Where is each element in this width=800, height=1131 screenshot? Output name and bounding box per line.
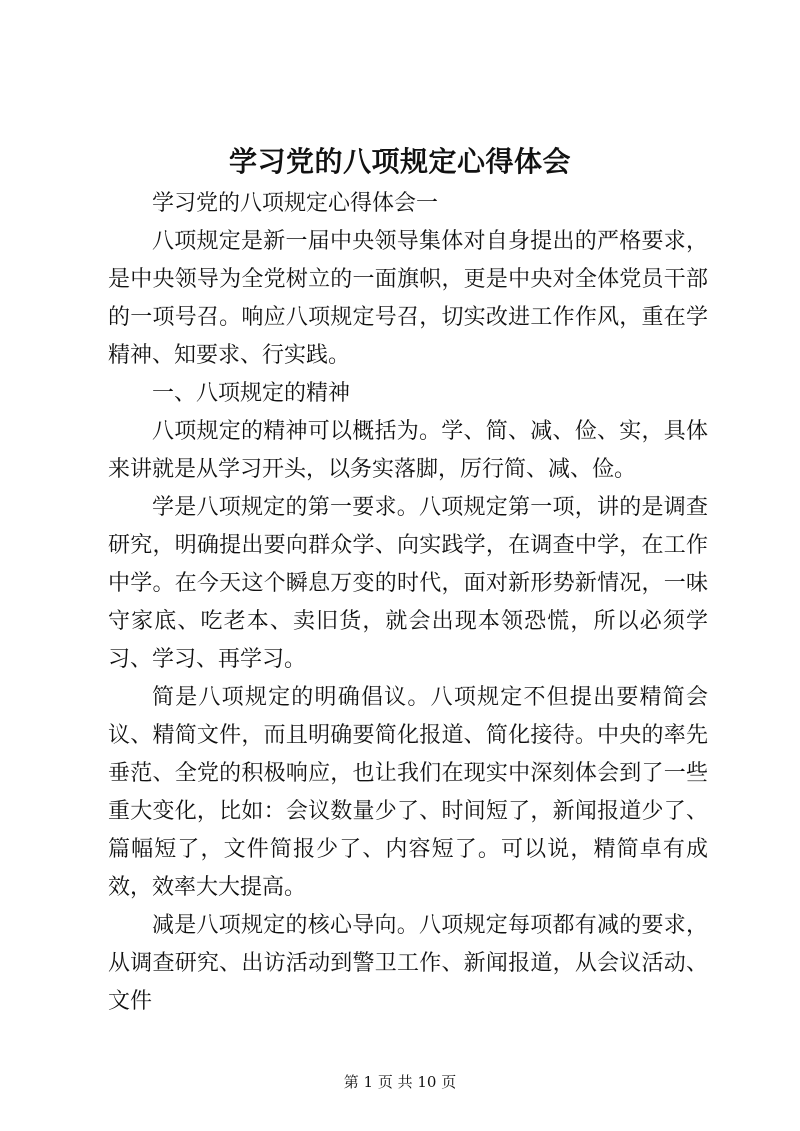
body-paragraph: 学是八项规定的第一要求。八项规定第一项，讲的是调查研究，明确提出要向群众学、向实践学，在调查中学，在工作中学。在今天这个瞬息万变的时代，面对新形势新情况，一味守家底、吃老本、卖旧货，就会出现本领恐慌，所以必须学习、学习、再学习。 xyxy=(108,495,708,672)
section-heading: 学习党的八项规定心得体会一 xyxy=(152,191,439,216)
page-number-footer: 第 1 页 共 10 页 xyxy=(343,1073,457,1091)
body-paragraph: 简是八项规定的明确倡议。八项规定不但提出要精简会议、精简文件，而且明确要简化报道、简化接待。中央的率先垂范、全党的积极响应，也让我们在现实中深刻体会到了一些重大变化，比如：会议数量少了、时间短了，新闻报道少了、篇幅短了，文件简报少了、内容短了。可以说，精简卓有成效，效率大大提高。 xyxy=(108,685,708,900)
body-paragraph: 八项规定是新一届中央领导集体对自身提出的严格要求，是中央领导为全党树立的一面旗帜，更是中央对全体党员干部的一项号召。响应八项规定号召，切实改进工作作风，重在学精神、知要求、行实践。 xyxy=(108,229,708,368)
document-title: 学习党的八项规定心得体会 xyxy=(228,145,571,178)
section-heading: 一、八项规定的精神 xyxy=(152,381,351,406)
body-paragraph: 八项规定的精神可以概括为。学、简、减、俭、实，具体来讲就是从学习开头，以务实落脚，厉行简、减、俭。 xyxy=(108,419,708,482)
body-paragraph: 减是八项规定的核心导向。八项规定每项都有减的要求，从调查研究、出访活动到警卫工作、新闻报道，从会议活动、文件 xyxy=(108,913,708,1014)
document-body xyxy=(108,185,708,1021)
